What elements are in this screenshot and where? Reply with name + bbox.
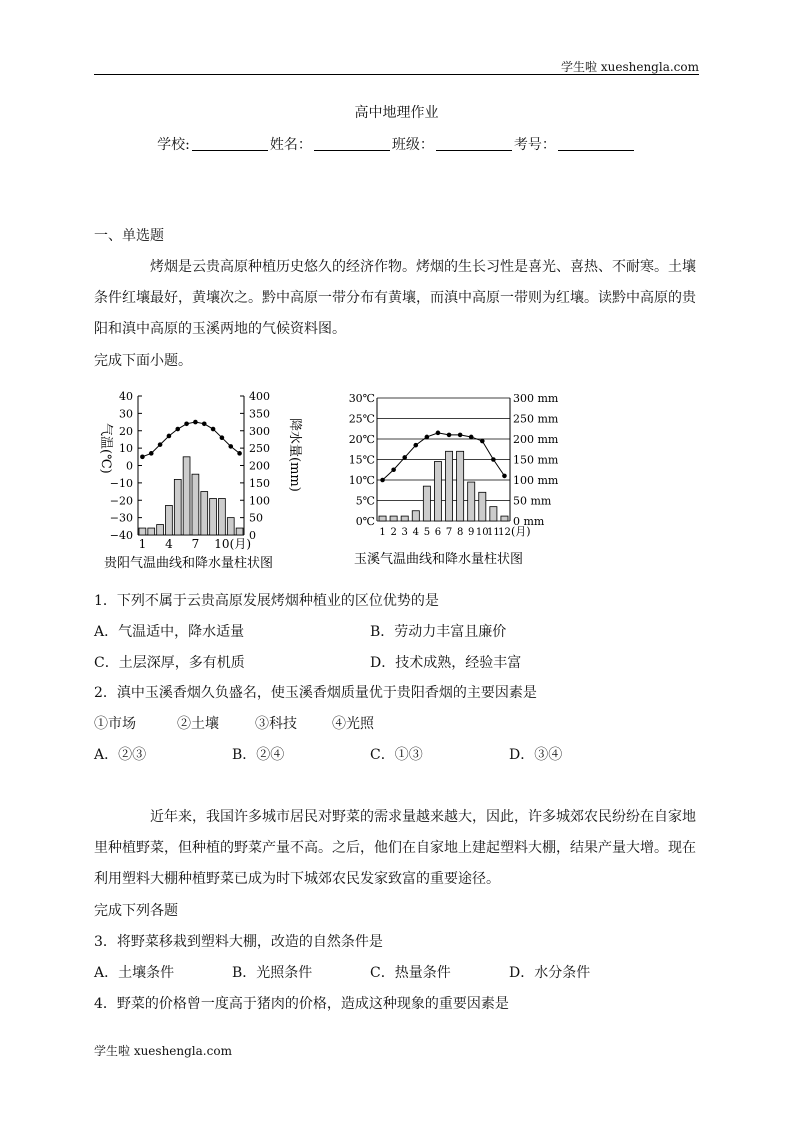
x-axis-unit: (月) — [511, 525, 531, 538]
q2-option-c[interactable]: C．①③ — [370, 747, 423, 763]
q3-option-a[interactable]: A．土壤条件 — [94, 965, 175, 981]
x-tick-label: 6 — [434, 527, 442, 538]
guiyang-climate-chart — [94, 383, 304, 573]
temperature-point — [140, 455, 145, 460]
x-tick-label: 8 — [456, 527, 464, 538]
precip-bar — [227, 518, 234, 535]
temperature-point — [193, 420, 198, 425]
precip-bar — [236, 528, 243, 535]
exam-no-label: 考号： — [513, 137, 556, 153]
x-tick-label: 12 — [498, 527, 511, 538]
temperature-point — [480, 439, 485, 444]
right-tick-label: 200 — [249, 459, 270, 473]
class-label: 班级： — [391, 137, 434, 153]
left-tick-label: 15℃ — [348, 453, 375, 467]
passage-1: 烤烟是云贵高原种植历史悠久的经济作物。烤烟的生长习性是喜光、喜热、不耐寒。土壤条件红壤最好，黄壤次之。黔中高原一带分布有黄壤，而滇中高原一带则为红壤。读黔中高原的贵阳和滇中高原的玉溪两地的气候资料图。 — [94, 259, 696, 337]
precip-bar — [412, 511, 419, 521]
precip-bar — [210, 499, 217, 535]
temperature-point — [158, 442, 163, 447]
q4-stem: 4．野菜的价格曾一度高于猪肉的价格，造成这种现象的重要因素是 — [94, 996, 509, 1012]
temperature-point — [220, 435, 225, 440]
right-tick-label: 100 mm — [513, 474, 559, 487]
student-info-line — [0, 134, 793, 154]
left-tick-label: 30℃ — [348, 392, 375, 405]
temperature-line — [142, 422, 239, 457]
q2-stem: 2．滇中玉溪香烟久负盛名，使玉溪香烟质量优于贵阳香烟的主要因素是 — [94, 685, 537, 701]
x-tick-label: 9 — [468, 527, 475, 538]
left-tick-label: 40 — [119, 390, 133, 403]
x-tick-label: 2 — [390, 527, 397, 538]
left-axis-title: 气温(℃) — [98, 423, 113, 474]
precip-bar — [401, 516, 408, 521]
precip-bar — [390, 516, 397, 521]
q2-item: ④光照 — [332, 716, 374, 732]
temperature-point — [211, 427, 216, 432]
footer-site: 学生啦 xueshengla.com — [94, 1044, 232, 1058]
name-blank[interactable] — [314, 138, 390, 151]
precip-bar — [434, 462, 441, 521]
right-tick-label: 400 — [249, 390, 270, 403]
temperature-point — [184, 422, 189, 427]
temperature-point — [436, 431, 441, 436]
right-axis-title: 降水量(mm) — [287, 418, 302, 492]
temperature-point — [458, 433, 463, 438]
temperature-point — [380, 478, 385, 483]
right-tick-label: 200 mm — [513, 433, 559, 446]
q2-item: ①市场 — [94, 716, 136, 732]
instruction-2: 完成下列各题 — [94, 903, 178, 919]
temperature-point — [149, 451, 154, 456]
x-tick-label: 1 — [379, 527, 386, 538]
q1-option-c[interactable]: C．土层深厚，多有机质 — [94, 655, 245, 671]
left-tick-label: 10 — [119, 442, 133, 456]
q2-option-a[interactable]: A．②③ — [94, 747, 147, 763]
q1-option-d[interactable]: D．技术成熟，经验丰富 — [370, 655, 522, 671]
q2-item: ②土壤 — [177, 716, 219, 732]
x-tick-label: 10 — [214, 537, 230, 551]
q1-option-b[interactable]: B．劳动力丰富且廉价 — [370, 624, 507, 640]
left-tick-label: 0 — [126, 459, 133, 473]
precip-bar — [468, 482, 475, 521]
precip-bar — [219, 499, 226, 535]
right-tick-label: 150 — [249, 476, 270, 490]
temperature-point — [413, 443, 418, 448]
yuxi-climate-chart — [338, 383, 578, 573]
instruction-1: 完成下面小题。 — [94, 353, 192, 369]
exam-no-blank[interactable] — [558, 138, 634, 151]
q2-item: ③科技 — [255, 716, 297, 732]
x-tick-label: 10 — [475, 527, 489, 538]
left-tick-label: −20 — [109, 494, 133, 508]
precip-bar — [457, 451, 464, 521]
x-tick-label: 5 — [423, 527, 431, 538]
temperature-point — [469, 435, 474, 440]
right-tick-label: 100 — [249, 494, 270, 508]
left-tick-label: −30 — [109, 511, 133, 525]
left-tick-label: 5℃ — [355, 494, 375, 508]
precip-bar — [174, 479, 181, 535]
precip-bar — [423, 486, 430, 521]
right-tick-label: 0 — [249, 529, 256, 542]
left-tick-label: 30 — [119, 407, 133, 421]
temperature-point — [228, 444, 233, 449]
x-tick-label: 7 — [191, 537, 200, 551]
temperature-point — [202, 422, 207, 427]
right-tick-label: 300 mm — [513, 392, 559, 405]
header-site: 学生啦 xueshengla.com — [561, 60, 699, 74]
x-tick-label: 4 — [412, 527, 419, 538]
x-tick-label: 11 — [487, 527, 500, 538]
left-tick-label: 20 — [119, 424, 133, 438]
right-tick-label: 50 mm — [513, 494, 552, 508]
precip-bar — [166, 505, 173, 535]
class-blank[interactable] — [436, 138, 512, 151]
precip-bar — [157, 525, 164, 535]
right-tick-label: 350 — [249, 407, 270, 421]
right-tick-label: 50 — [249, 511, 263, 525]
temperature-point — [391, 467, 396, 472]
school-label: 学校: — [157, 137, 190, 153]
precip-bar — [139, 528, 146, 535]
left-tick-label: 25℃ — [348, 412, 375, 426]
chart-caption: 玉溪气温曲线和降水量柱状图 — [354, 552, 524, 567]
precip-bar — [379, 516, 386, 521]
right-tick-label: 250 — [249, 442, 270, 456]
q3-option-b[interactable]: B．光照条件 — [232, 965, 313, 981]
precip-bar — [490, 507, 497, 521]
page-title: 高中地理作业 — [354, 105, 439, 121]
left-tick-label: −10 — [109, 476, 133, 490]
temperature-line — [383, 433, 505, 480]
x-tick-label: 7 — [445, 527, 453, 538]
precip-bar — [183, 457, 190, 535]
temperature-point — [447, 433, 452, 438]
header-rule — [94, 74, 699, 75]
q3-option-d[interactable]: D．水分条件 — [509, 965, 591, 981]
q2-option-b[interactable]: B．②④ — [232, 747, 285, 763]
x-tick-label: 1 — [138, 537, 147, 551]
right-tick-label: 0 mm — [513, 515, 545, 528]
temperature-point — [175, 427, 180, 432]
school-blank[interactable] — [192, 138, 268, 151]
precip-bar — [201, 492, 208, 535]
q3-option-c[interactable]: C．热量条件 — [370, 965, 451, 981]
q1-stem: 1．下列不属于云贵高原发展烤烟种植业的区位优势的是 — [94, 593, 439, 609]
name-label: 姓名： — [269, 137, 312, 153]
left-tick-label: 20℃ — [348, 433, 375, 446]
right-tick-label: 150 mm — [513, 453, 559, 467]
temperature-point — [502, 474, 507, 479]
temperature-point — [425, 435, 430, 440]
right-tick-label: 250 mm — [513, 412, 559, 426]
x-tick-label: 3 — [401, 527, 408, 538]
q1-option-a[interactable]: A．气温适中，降水适量 — [94, 624, 245, 640]
passage-2: 近年来，我国许多城市居民对野菜的需求量越来越大，因此，许多城郊农民纷纷在自家地里种植野菜，但种植的野菜产量不高。之后，他们在自家地上建起塑料大棚，结果产量大增。现在利用塑料大棚种植野菜已成为时下城郊农民发家致富的重要途径。 — [94, 809, 696, 887]
precip-bar — [446, 451, 453, 521]
left-tick-label: −40 — [109, 529, 133, 542]
precip-bar — [501, 516, 508, 521]
x-tick-label: 4 — [165, 537, 173, 551]
section-heading: 一、单选题 — [94, 228, 164, 244]
precip-bar — [148, 528, 155, 535]
left-tick-label: 10℃ — [348, 474, 375, 487]
temperature-point — [491, 457, 496, 462]
q3-stem: 3．将野菜移栽到塑料大棚，改造的自然条件是 — [94, 934, 383, 950]
left-tick-label: 0℃ — [355, 515, 375, 528]
temperature-point — [167, 434, 172, 439]
precip-bar — [479, 492, 486, 521]
temperature-point — [237, 451, 242, 456]
x-axis-unit: (月) — [229, 537, 252, 551]
q2-option-d[interactable]: D．③④ — [509, 747, 563, 763]
precip-bar — [192, 474, 199, 535]
temperature-point — [402, 455, 407, 460]
right-tick-label: 300 — [249, 424, 270, 438]
chart-caption: 贵阳气温曲线和降水量柱状图 — [104, 556, 274, 571]
